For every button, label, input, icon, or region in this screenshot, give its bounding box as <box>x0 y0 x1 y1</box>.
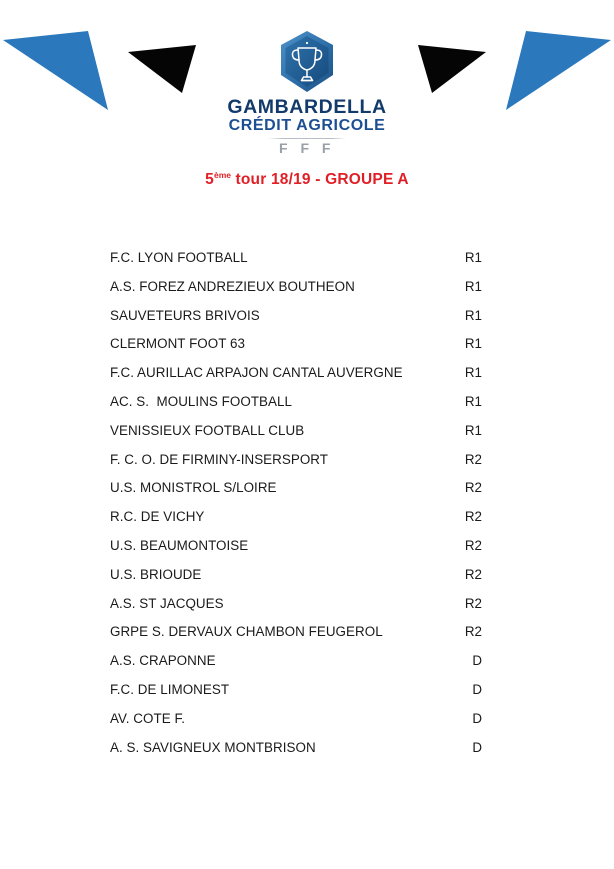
team-level: R2 <box>464 624 482 640</box>
team-level: R2 <box>464 451 482 467</box>
team-name: F.C. DE LIMONEST <box>110 681 230 697</box>
team-level: R2 <box>464 509 482 525</box>
team-name: A.S. ST JACQUES <box>110 595 224 611</box>
gambardella-logo <box>0 30 614 155</box>
team-name: CLERMONT FOOT 63 <box>110 336 245 352</box>
team-name: F. C. O. DE FIRMINY-INSERSPORT <box>110 451 329 467</box>
table-row <box>110 590 482 619</box>
team-level: R1 <box>464 393 482 409</box>
round-rest: tour 18/19 - GROUPE A <box>231 171 409 189</box>
table-row <box>110 734 482 763</box>
table-row <box>110 302 482 331</box>
team-level: D <box>472 653 482 669</box>
team-level: D <box>472 681 482 697</box>
team-name: SAUVETEURS BRIVOIS <box>110 307 260 323</box>
table-row <box>110 474 482 503</box>
table-row <box>110 561 482 590</box>
table-row <box>110 359 482 388</box>
table-row <box>110 618 482 647</box>
team-level: R1 <box>464 365 482 381</box>
team-name: GRPE S. DERVAUX CHAMBON FEUGEROL <box>110 624 383 640</box>
team-name: U.S. BEAUMONTOISE <box>110 537 249 553</box>
team-name: F.C. AURILLAC ARPAJON CANTAL AUVERGNE <box>110 365 403 381</box>
round-heading <box>0 170 614 189</box>
team-level: R1 <box>464 278 482 294</box>
team-name: U.S. MONISTROL S/LOIRE <box>110 480 277 496</box>
table-row <box>110 388 482 417</box>
federation-divider <box>268 138 346 139</box>
team-name: A. S. SAVIGNEUX MONTBRISON <box>110 739 316 755</box>
team-level: R2 <box>464 595 482 611</box>
team-name: A.S. FOREZ ANDREZIEUX BOUTHEON <box>110 278 355 294</box>
table-row <box>110 503 482 532</box>
table-row <box>110 705 482 734</box>
team-name: AC. S. MOULINS FOOTBALL <box>110 393 293 409</box>
team-level: R1 <box>464 307 482 323</box>
team-name: AV. COTE F. <box>110 710 185 726</box>
team-name: F.C. LYON FOOTBALL <box>110 250 248 265</box>
team-level: D <box>472 710 482 726</box>
team-level: D <box>472 739 482 755</box>
team-level: R2 <box>464 537 482 553</box>
team-name: VENISSIEUX FOOTBALL CLUB <box>110 422 305 438</box>
team-name: A.S. CRAPONNE <box>110 653 216 669</box>
team-level: R2 <box>464 566 482 582</box>
team-name: R.C. DE VICHY <box>110 509 205 525</box>
table-row <box>110 446 482 475</box>
team-level: R1 <box>464 336 482 352</box>
trophy-hexagon-badge-icon <box>278 30 336 94</box>
federation-mark <box>0 138 614 155</box>
table-row <box>110 417 482 446</box>
table-row <box>110 273 482 302</box>
team-level: R1 <box>464 422 482 438</box>
table-row <box>110 647 482 676</box>
team-list <box>110 244 482 762</box>
team-name: U.S. BRIOUDE <box>110 566 202 582</box>
table-row <box>110 676 482 705</box>
team-level: R2 <box>464 480 482 496</box>
round-number: 5 <box>205 171 214 189</box>
team-level: R1 <box>464 250 482 265</box>
table-row <box>110 532 482 561</box>
round-suffix: ème <box>214 170 232 180</box>
table-row <box>110 330 482 359</box>
logo-wordmark <box>0 98 614 135</box>
table-row <box>110 244 482 273</box>
federation-label: F F F <box>279 139 335 156</box>
wordmark-gambardella: GAMBARDELLA <box>227 96 387 118</box>
wordmark-credit-agricole: CRÉDIT AGRICOLE <box>228 116 386 134</box>
